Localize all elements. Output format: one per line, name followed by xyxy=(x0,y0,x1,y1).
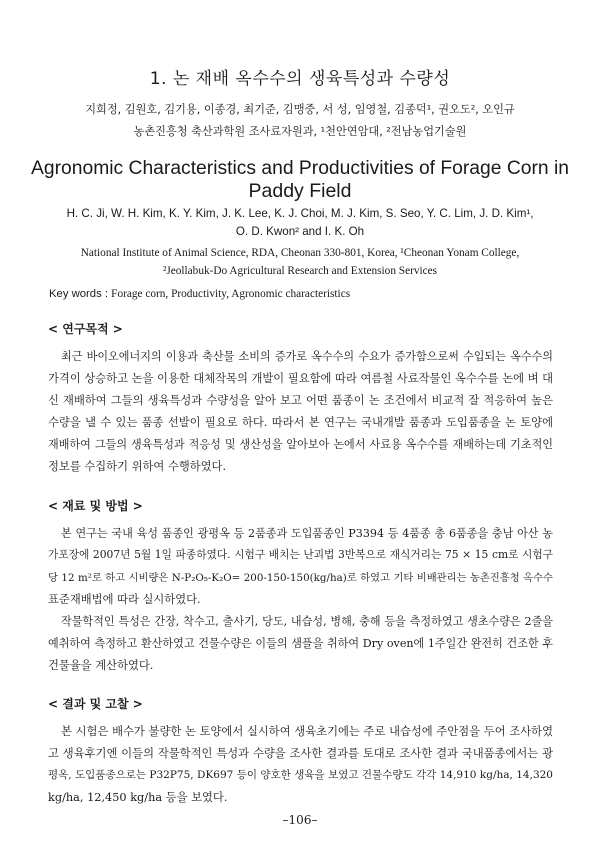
korean-authors: 지희정, 김원호, 김기용, 이종경, 최기준, 김맹중, 서 성, 임영철, 김종덕¹, 권오도², 오인규 xyxy=(85,103,515,116)
english-authors-line-2: O. D. Kwon² and I. K. Oh xyxy=(235,225,365,238)
body-line: 재배하여 그들의 생육특성과 적응성 및 생산성을 알아보아 논에서 사료용 옥수수를 재배하는데 기초적인 xyxy=(48,438,553,451)
body-line: 수량을 낼 수 있는 품종 선발이 필요로 하다. 따라서 본 연구는 국내개발 품종과 도입품종을 논 토양에 xyxy=(48,416,553,429)
body-line: 본 시험은 배수가 불량한 논 토양에서 실시하여 생육초기에는 주로 내습성에 주안점을 두어 조사하였 xyxy=(61,725,553,738)
english-affiliation-line-1: National Institute of Animal Science, RDA, Cheonan 330-801, Korea, ¹Cheonan Yonam College, xyxy=(80,247,520,259)
body-line: 최근 바이오에너지의 이용과 축산물 소비의 증가로 옥수수의 수요가 증가함으로써 수입되는 옥수수의 xyxy=(61,350,553,363)
section-heading-methods: < 재료 및 방법 > xyxy=(48,499,143,513)
english-authors-line-1: H. C. Ji, W. H. Kim, K. Y. Kim, J. K. Lee, K. J. Choi, M. J. Kim, S. Seo, Y. C. Lim, J. D. Kim¹, xyxy=(66,207,534,220)
body-line: 건물율을 계산하였다. xyxy=(48,659,154,672)
body-line: 고 생육후기엔 이들의 작물학적인 특성과 수량을 조사한 결과를 토대로 조사한 결과 국내품종에서는 광 xyxy=(48,747,553,760)
body-line: 가포장에 2007년 5월 1일 파종하였다. 시험구 배치는 난괴법 3반복으로 재식거리는 75 × 15 cm로 시험구 xyxy=(48,548,553,561)
korean-title: 1. 논 재배 옥수수의 생육특성과 수량성 xyxy=(149,69,451,89)
english-affiliation-line-2: ²Jeollabuk-Do Agricultural Research and Extension Services xyxy=(162,265,438,277)
english-title-line-1: Agronomic Characteristics and Productivities of Forage Corn in xyxy=(31,158,569,179)
keywords xyxy=(49,287,350,300)
section-heading-purpose: < 연구목적 > xyxy=(48,322,123,336)
section-heading-results: < 결과 및 고찰 > xyxy=(48,697,143,711)
body-line: 평옥, 도입품종으로는 P32P75, DK697 등이 양호한 생육을 보였고 건물수량도 각각 14,910 kg/ha, 14,320 xyxy=(48,769,553,781)
body-line: 가격이 상승하고 논을 이용한 대체작목의 개발이 필요함에 따라 여름철 사료작물인 옥수수를 논에 벼 대 xyxy=(48,372,554,385)
english-title-line-2: Paddy Field xyxy=(248,180,352,202)
body-line: 본 연구는 국내 육성 품종인 광평옥 등 2품종과 도입품종인 P3394 등 4품종 총 6품종을 충남 아산 농 xyxy=(61,527,553,540)
page-number: –106– xyxy=(282,813,318,827)
korean-affiliation: 농촌진흥청 축산과학원 조사료자원과, ¹천안연암대, ²전남농업기술원 xyxy=(133,125,467,138)
body-line: 신 재배하여 그들의 생육특성과 수량성을 알아 보고 어떤 품종이 논 조건에서 비교적 잘 적응하여 높은 xyxy=(48,394,553,407)
body-line: 표준재배법에 따라 실시하였다. xyxy=(48,593,201,606)
keywords-value: Forage corn, Productivity, Agronomic characteristics xyxy=(111,288,351,300)
keywords-label: Key words : xyxy=(49,288,112,300)
body-line: 정보를 수집하기 위하여 수행하였다. xyxy=(48,460,227,473)
body-line: 당 12 m²로 하고 시비량은 N-P₂O₅-K₂O= 200-150-150(kg/ha)로 하였고 기타 비배관리는 농촌진흥청 옥수수 xyxy=(48,572,553,584)
body-line: 예취하여 측정하고 환산하였고 건물수량은 이들의 샘플을 취하여 Dry oven에 1주일간 완전히 건조한 후 xyxy=(48,637,553,650)
body-line: 작물학적인 특성은 간장, 착수고, 출사기, 당도, 내습성, 병해, 충해 등을 측정하였고 생초수량은 2줄을 xyxy=(61,615,553,628)
body-line: kg/ha, 12,450 kg/ha 등을 보였다. xyxy=(48,791,228,804)
